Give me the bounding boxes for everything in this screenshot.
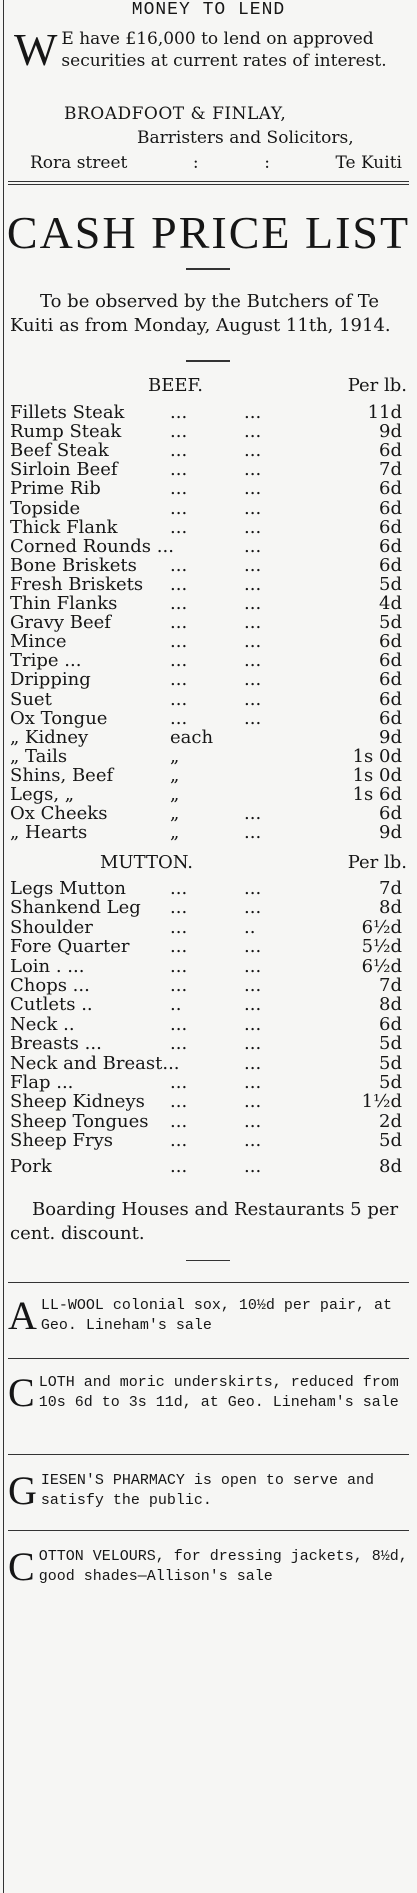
beef-unit: Per lb.: [347, 375, 407, 396]
item-price: 11d: [367, 402, 402, 423]
item-price: 8d: [379, 897, 402, 919]
item-price: 7d: [379, 878, 402, 899]
item-col2: „: [170, 784, 180, 805]
item-price: 9d: [379, 726, 402, 748]
firm-address: [30, 153, 402, 173]
item-col2: ...: [170, 878, 188, 899]
item-col3: ...: [244, 1130, 262, 1152]
divider: [8, 1454, 409, 1455]
item-name: Suet: [10, 688, 52, 710]
item-col3: ...: [244, 478, 262, 500]
money-body: [14, 24, 409, 75]
divider: [186, 360, 230, 362]
item-col3: ...: [244, 459, 262, 481]
item-col2: ...: [170, 573, 188, 595]
item-col3: ...: [244, 688, 262, 710]
ad-cotton-velours: [8, 1544, 410, 1589]
item-col2: ...: [170, 497, 188, 519]
item-price: 6d: [379, 478, 402, 500]
item-col2: ...: [170, 936, 188, 958]
item-col3: ...: [244, 612, 262, 634]
item-col3: ...: [244, 631, 262, 653]
item-col3: ...: [244, 707, 262, 729]
item-col2: ...: [170, 1013, 188, 1035]
dropcap: W: [14, 24, 58, 75]
divider: [8, 1282, 409, 1283]
item-col3: ...: [244, 573, 262, 595]
item-price: 5d: [379, 573, 402, 595]
item-price: 2d: [379, 1110, 402, 1132]
item-col3: ...: [244, 421, 262, 443]
item-price: 5d: [379, 1072, 402, 1093]
price-row: [10, 821, 410, 844]
item-col3: ...: [244, 955, 262, 977]
item-price: 1s 0d: [352, 764, 402, 786]
firm-name: BROADFOOT & FINLAY,: [64, 104, 287, 124]
item-name: Shoulder: [10, 916, 93, 938]
item-name: Neck and Breast...: [10, 1052, 180, 1074]
item-name: Sheep Tongues: [10, 1110, 149, 1132]
item-price: 1s 0d: [352, 745, 402, 767]
item-col3: ...: [244, 936, 262, 958]
item-name: Legs, „: [10, 784, 75, 805]
item-name: Neck ..: [10, 1013, 75, 1035]
item-col2: ...: [170, 516, 188, 538]
dropcap: G: [8, 1468, 37, 1513]
item-price: 6d: [379, 688, 402, 710]
item-col2: ...: [170, 955, 188, 977]
item-name: Rump Steak: [10, 421, 122, 443]
item-price: 1s 6d: [352, 784, 402, 805]
item-name: Topside: [10, 497, 81, 519]
item-col3: ...: [244, 897, 262, 919]
item-name: Thin Flanks: [10, 593, 118, 614]
item-col2: ...: [170, 916, 188, 938]
item-col2: ...: [170, 669, 188, 691]
item-col2: ...: [170, 975, 188, 996]
item-col2: „: [170, 822, 180, 844]
item-col3: ...: [244, 1072, 262, 1093]
item-price: 6d: [379, 707, 402, 729]
item-name: Gravy Beef: [10, 612, 111, 634]
ad-text: IESEN'S PHARMACY is open to serve and satisfy the public.: [40, 1472, 374, 1509]
dropcap: C: [8, 1544, 35, 1589]
divider: [8, 1530, 409, 1531]
item-name: „ Tails: [10, 745, 68, 767]
address-street: Rora street: [30, 153, 128, 173]
item-name: Beef Steak: [10, 440, 109, 462]
item-col2: ...: [170, 478, 188, 500]
price-list-title: CASH PRICE LIST: [6, 207, 411, 258]
item-col3: ...: [244, 1156, 262, 1177]
item-col2: „: [170, 764, 180, 786]
item-col2: ...: [170, 554, 188, 576]
divider: [8, 1358, 409, 1359]
item-col2: ...: [170, 1130, 188, 1152]
item-name: Fillets Steak: [10, 402, 125, 423]
item-col2: ...: [170, 593, 188, 614]
item-col2: „: [170, 745, 180, 767]
item-price: 6d: [379, 516, 402, 538]
item-name: „ Hearts: [10, 822, 88, 844]
item-price: 6d: [379, 669, 402, 691]
item-col2: ...: [170, 1033, 188, 1055]
item-col2: ...: [170, 1156, 188, 1177]
money-heading: MONEY TO LEND: [131, 0, 286, 20]
ad-text: LOTH and moric underskirts, reduced from 10s 6d to 3s 11d, at Geo. Lineham's sale: [38, 1374, 399, 1411]
money-body-text: E have £16,000 to lend on approved securities at current rates of interest.: [61, 29, 387, 71]
item-price: 5d: [379, 1052, 402, 1074]
item-col2: ...: [170, 688, 188, 710]
item-name: Pork: [10, 1156, 52, 1177]
item-name: Shankend Leg: [10, 897, 141, 919]
ad-text: OTTON VELOURS, for dressing jackets, 8½d, good shades—Allison's sale: [38, 1548, 408, 1585]
price-row: [10, 1129, 410, 1152]
item-col3: ...: [244, 1052, 262, 1074]
item-name: Shins, Beef: [10, 764, 114, 786]
item-col3: ...: [244, 1110, 262, 1132]
item-name: Dripping: [10, 669, 91, 691]
item-col2: ...: [170, 631, 188, 653]
item-col2: ...: [170, 612, 188, 634]
ad-pharmacy: [8, 1468, 410, 1513]
item-col2: ...: [170, 650, 188, 672]
item-price: 6d: [379, 650, 402, 672]
item-col2: ...: [170, 707, 188, 729]
item-col2: each: [170, 726, 214, 748]
item-col2: ...: [170, 897, 188, 919]
item-col2: ...: [170, 402, 188, 423]
item-col2: ...: [170, 1110, 188, 1132]
mutton-heading: MUTTON.: [100, 852, 194, 873]
item-price: 5½d: [361, 936, 402, 958]
item-name: Bone Briskets: [10, 554, 137, 576]
address-town: Te Kuiti: [335, 153, 402, 173]
price-row-pork: [10, 1155, 410, 1178]
item-price: 6d: [379, 803, 402, 825]
ad-wool-sox: [8, 1293, 410, 1338]
item-col2: ..: [170, 994, 182, 1016]
item-col3: ..: [244, 916, 256, 938]
item-col3: ...: [244, 1013, 262, 1035]
item-col2: ...: [170, 1072, 188, 1093]
item-price: 9d: [379, 822, 402, 844]
firm-role: Barristers and Solicitors,: [137, 128, 354, 148]
item-price: 6d: [379, 535, 402, 557]
item-price: 7d: [379, 459, 402, 481]
item-name: Legs Mutton: [10, 878, 127, 899]
item-price: 9d: [379, 421, 402, 443]
item-price: 7d: [379, 975, 402, 996]
address-separator: :: [192, 153, 199, 173]
item-col3: ...: [244, 650, 262, 672]
item-price: 5d: [379, 1130, 402, 1152]
item-name: Cutlets ..: [10, 994, 93, 1016]
item-name: Corned Rounds ...: [10, 535, 174, 557]
item-name: Ox Cheeks: [10, 803, 108, 825]
mutton-unit: Per lb.: [347, 852, 407, 873]
item-col3: ...: [244, 975, 262, 996]
item-col3: ...: [244, 554, 262, 576]
item-col3: ...: [244, 497, 262, 519]
item-col3: ...: [244, 440, 262, 462]
item-col3: ...: [244, 878, 262, 899]
address-separator: :: [264, 153, 270, 173]
item-price: 1½d: [361, 1091, 402, 1113]
price-list-intro: To be observed by the Butchers of Te Kuiti as from Monday, August 11th, 1914.: [10, 291, 391, 336]
item-col3: ...: [244, 1091, 262, 1113]
item-name: „ Kidney: [10, 726, 89, 748]
item-name: Fore Quarter: [10, 936, 130, 958]
item-col2: ...: [170, 440, 188, 462]
item-col3: ...: [244, 822, 262, 844]
item-name: Sheep Frys: [10, 1130, 113, 1152]
item-price: 6d: [379, 631, 402, 653]
item-col3: ...: [244, 516, 262, 538]
item-price: 5d: [379, 1033, 402, 1055]
item-price: 8d: [379, 1156, 402, 1177]
item-name: Breasts ...: [10, 1033, 102, 1055]
item-name: Prime Rib: [10, 478, 101, 500]
item-price: 6½d: [361, 955, 402, 977]
ad-underskirts: [8, 1370, 410, 1415]
item-col3: ...: [244, 593, 262, 614]
item-name: Sheep Kidneys: [10, 1091, 145, 1113]
discount-note: Boarding Houses and Restaurants 5 per cent. discount.: [10, 1199, 399, 1244]
ad-text: LL-WOOL colonial sox, 10½d per pair, at Geo. Lineham's sale: [40, 1297, 392, 1334]
item-col2: „: [170, 803, 180, 825]
item-name: Ox Tongue: [10, 707, 108, 729]
column-rule: [3, 0, 4, 1893]
item-col3: ...: [244, 669, 262, 691]
dropcap: C: [8, 1370, 35, 1415]
item-name: Sirloin Beef: [10, 459, 118, 481]
beef-heading: BEEF.: [148, 375, 203, 396]
item-col2: ...: [170, 1091, 188, 1113]
item-col3: ...: [244, 535, 262, 557]
divider: [186, 268, 230, 270]
item-col3: ...: [244, 1033, 262, 1055]
item-price: 6d: [379, 440, 402, 462]
item-col3: ...: [244, 402, 262, 423]
item-name: Mince: [10, 631, 67, 653]
item-name: Thick Flank: [10, 516, 118, 538]
item-name: Loin . ...: [10, 955, 85, 977]
item-price: 6d: [379, 1013, 402, 1035]
item-price: 4d: [379, 593, 402, 614]
item-price: 8d: [379, 994, 402, 1016]
item-col3: ...: [244, 994, 262, 1016]
divider: [186, 1260, 230, 1261]
item-price: 6d: [379, 497, 402, 519]
item-col2: ...: [170, 421, 188, 443]
item-name: Flap ...: [10, 1072, 74, 1093]
item-name: Chops ...: [10, 975, 90, 996]
item-col2: ...: [170, 459, 188, 481]
divider: [8, 184, 409, 185]
item-name: Fresh Briskets: [10, 573, 144, 595]
dropcap: A: [8, 1293, 37, 1338]
item-name: Tripe ...: [10, 650, 82, 672]
item-col3: ...: [244, 803, 262, 825]
item-price: 6d: [379, 554, 402, 576]
divider: [8, 181, 409, 182]
item-price: 6½d: [361, 916, 402, 938]
item-price: 5d: [379, 612, 402, 634]
